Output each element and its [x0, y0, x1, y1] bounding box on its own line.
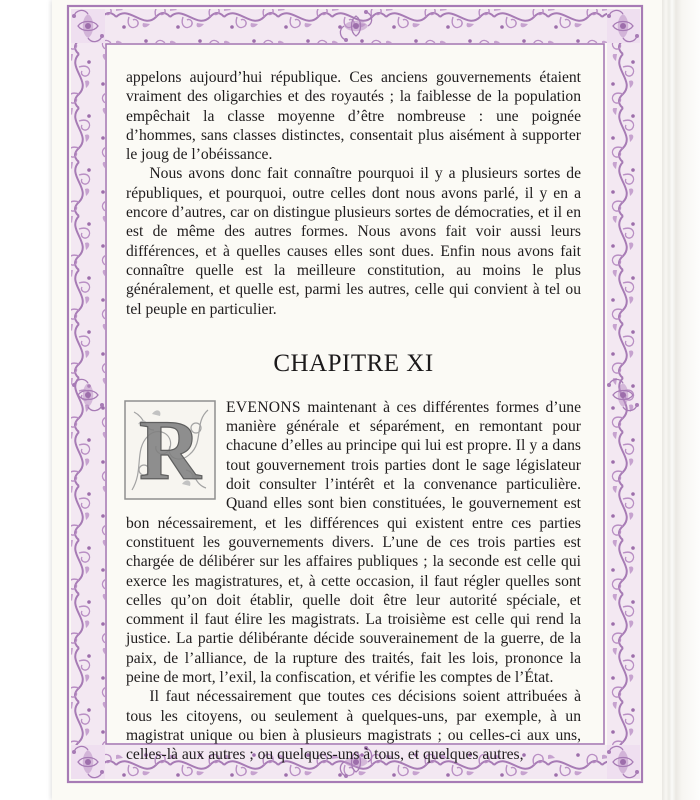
dropcap-letter: R [138, 401, 202, 498]
paragraph-2: Nous avons donc fait connaître pourquoi il y a plusieurs sortes de républiques, et pourquoi, outre celles dont nous avons parlé, il y en a encore d’autres, car on distingue plusieurs sortes de démocraties, et il en est de même des autres formes. Nous avons fait voir aussi leurs différences, et à quelles causes elles sont dues. Enfin nous avons fait connaître quelle est la meilleure constitution, au moins le plus généralement, et quelle est, parmi les autres, celle qui convient à tel ou tel peuple en particulier. [126, 165, 581, 318]
paragraph-4: Il faut nécessairement que toutes ces décisions soient attribuées à tous les citoyens, ou seulement à quelques-uns, par exemple, à un magistrat unique ou bien à plusieurs magistrats ; ou celles-ci aux uns, celles-là aux autres ; ou quelques-uns à tous, et quelques autres, [126, 688, 581, 764]
paragraph-3-body: maintenant à ces différentes formes d’une manière générale et séparément, en remontant pour chacune d’elles au principe qui lui est propre. Il y a dans tout gouvernement trois parties dont le sage législateur doit consulter l’intérêt et la convenance particulière. Quand elles sont bien constituées, le gouvernement est bon nécessairement, et les différences qui existent entre ces parties constituent les gouvernements divers. L’une de ces trois parties est chargée de délibérer sur les affaires publiques ; la seconde est celle qui exerce les magistratures, et, à cette occasion, il faut régler quelles sont celles qu’on doit établir, quelle doit être leur autorité spéciale, et comment il faut élire les magistrats. La troisième est celle qui rend la justice. La partie délibérante décide souverainement de la guerre, de la paix, de l’alliance, de la rupture des traités, fait les lois, prononce la peine de mort, l’exil, la confiscation, et vérifie les comptes de l’État. [126, 398, 581, 687]
book-text-block [126, 68, 581, 765]
chapter-title: CHAPITRE XI [273, 349, 434, 377]
page-edges [662, 0, 700, 800]
chapter-opening-word: EVENONS [226, 398, 301, 416]
paragraph-1: appelons aujourd’hui république. Ces anciens gouvernements étaient vraiment des oligarchies et des royautés ; la faiblesse de la population empêchait la classe moyenne d’être nombreuse : une poignée d’hommes, sans classes distinctes, consentait plus aisément à supporter le joug de l’obéissance. [126, 69, 581, 164]
illuminated-dropcap-r [124, 400, 216, 500]
